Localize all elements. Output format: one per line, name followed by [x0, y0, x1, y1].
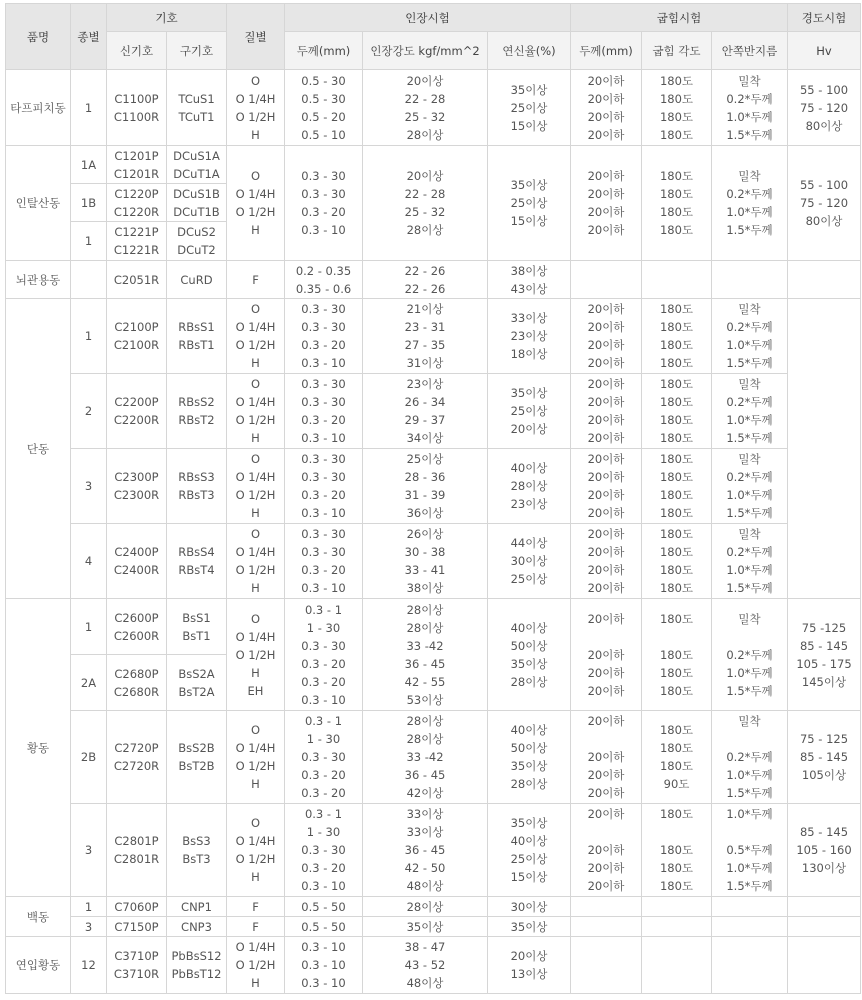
cell-temper: O 1/4H O 1/2H H — [227, 937, 285, 994]
header-product: 품명 — [6, 4, 71, 70]
header-bend-angle: 굽힘 각도 — [642, 32, 712, 70]
cell-grade: 1 — [71, 70, 107, 146]
cell-bend-thickness: 20이하 20이하 20이하 20이하 — [571, 70, 642, 146]
header-thickness: 두께(mm) — [285, 32, 363, 70]
cell-grade: 1 — [71, 222, 107, 261]
cell-tensile-strength: 21이상 23 - 31 27 - 35 31이상 — [363, 299, 488, 374]
cell-old-symbol: BsS3 BsT3 — [167, 804, 227, 897]
cell-elongation: 35이상 — [488, 917, 571, 937]
cell-hv — [788, 917, 861, 937]
cell-product: 단동 — [6, 299, 71, 599]
cell-grade — [71, 261, 107, 299]
header-hardness-test: 경도시험 — [788, 4, 861, 32]
cell-thickness: 0.3 - 30 0.3 - 30 0.3 - 20 0.3 - 10 — [285, 524, 363, 599]
header-inner-radius: 안쪽반지름 — [712, 32, 788, 70]
cell-inner-radius: 밀착 0.2*두께 1.0*두께 1.5*두께 — [712, 146, 788, 261]
cell-bend-thickness — [571, 261, 642, 299]
cell-inner-radius: 1.0*두께 0.5*두께 1.0*두께 1.5*두께 — [712, 804, 788, 897]
cell-product: 백동 — [6, 897, 71, 937]
cell-hv: 75 - 125 85 - 145 105이상 — [788, 711, 861, 804]
cell-bend-thickness — [571, 897, 642, 917]
cell-grade: 3 — [71, 917, 107, 937]
cell-grade: 2B — [71, 711, 107, 804]
cell-temper: O O 1/4H O 1/2H H — [227, 70, 285, 146]
cell-new-symbol: C2100P C2100R — [107, 299, 167, 374]
cell-hv — [788, 937, 861, 994]
cell-tensile-strength: 28이상 — [363, 897, 488, 917]
header-elongation: 연신율(%) — [488, 32, 571, 70]
cell-old-symbol: RBsS3 RBsT3 — [167, 449, 227, 524]
cell-inner-radius: 밀착 0.2*두께 1.0*두께 1.5*두께 — [712, 299, 788, 374]
cell-tensile-strength: 26이상 30 - 38 33 - 41 38이상 — [363, 524, 488, 599]
cell-bend-thickness: 20이하 20이하 20이하 20이하 — [571, 374, 642, 449]
cell-new-symbol: C2300P C2300R — [107, 449, 167, 524]
cell-hv: 55 - 100 75 - 120 80이상 — [788, 70, 861, 146]
cell-inner-radius — [712, 917, 788, 937]
cell-elongation: 38이상 43이상 — [488, 261, 571, 299]
cell-old-symbol: DCuS1B DCuT1B — [167, 184, 227, 222]
cell-thickness: 0.5 - 30 0.5 - 30 0.5 - 20 0.5 - 10 — [285, 70, 363, 146]
cell-bend-angle: 180도 180도 180도 180도 — [642, 449, 712, 524]
cell-temper: O O 1/4H O 1/2H H — [227, 711, 285, 804]
cell-tensile-strength: 23이상 26 - 34 29 - 37 34이상 — [363, 374, 488, 449]
cell-bend-thickness: 20이하 20이하 20이하 20이하 — [571, 146, 642, 261]
cell-elongation: 44이상 30이상 25이상 — [488, 524, 571, 599]
cell-new-symbol: C1221P C1221R — [107, 222, 167, 261]
cell-tensile-strength: 28이상 28이상 33 -42 36 - 45 42이상 — [363, 711, 488, 804]
cell-bend-thickness — [571, 917, 642, 937]
cell-inner-radius — [712, 897, 788, 917]
cell-grade: 3 — [71, 449, 107, 524]
cell-product: 인탈산동 — [6, 146, 71, 261]
cell-product: 연입황동 — [6, 937, 71, 994]
cell-new-symbol: C1201P C1201R — [107, 146, 167, 184]
cell-new-symbol: C2680P C2680R — [107, 655, 167, 711]
cell-bend-thickness — [571, 937, 642, 994]
cell-new-symbol: C2801P C2801R — [107, 804, 167, 897]
cell-thickness: 0.3 - 30 0.3 - 30 0.3 - 20 0.3 - 10 — [285, 299, 363, 374]
cell-old-symbol: PbBsS12 PbBsT12 — [167, 937, 227, 994]
cell-old-symbol: RBsS1 RBsT1 — [167, 299, 227, 374]
cell-bend-angle: 180도 180도 180도 180도 — [642, 374, 712, 449]
cell-bend-angle: 180도 180도 180도 180도 — [642, 804, 712, 897]
cell-tensile-strength: 35이상 — [363, 917, 488, 937]
header-temper: 질별 — [227, 4, 285, 70]
cell-product: 뇌관용동 — [6, 261, 71, 299]
cell-old-symbol: CuRD — [167, 261, 227, 299]
header-old-symbol: 구기호 — [167, 32, 227, 70]
cell-grade: 1B — [71, 184, 107, 222]
header-grade: 종별 — [71, 4, 107, 70]
cell-inner-radius: 밀착 0.2*두께 1.0*두께 1.5*두께 — [712, 449, 788, 524]
cell-old-symbol: TCuS1 TCuT1 — [167, 70, 227, 146]
cell-tensile-strength: 33이상 33이상 36 - 45 42 - 50 48이상 — [363, 804, 488, 897]
cell-temper: F — [227, 917, 285, 937]
cell-elongation: 40이상 50이상 35이상 28이상 — [488, 711, 571, 804]
cell-elongation: 35이상 25이상 20이상 — [488, 374, 571, 449]
cell-old-symbol: BsS2B BsT2B — [167, 711, 227, 804]
header-new-symbol: 신기호 — [107, 32, 167, 70]
cell-inner-radius — [712, 937, 788, 994]
cell-bend-thickness: 20이하 20이하 20이하 20이하 — [571, 599, 642, 711]
cell-old-symbol: DCuS1A DCuT1A — [167, 146, 227, 184]
cell-elongation: 35이상 25이상 15이상 — [488, 70, 571, 146]
cell-thickness: 0.3 - 30 0.3 - 30 0.3 - 20 0.3 - 10 — [285, 374, 363, 449]
cell-temper: O O 1/4H O 1/2H H — [227, 146, 285, 261]
cell-old-symbol: CNP3 — [167, 917, 227, 937]
cell-bend-angle: 180도 180도 180도 180도 — [642, 299, 712, 374]
header-tensile-strength: 인장강도 kgf/mm^2 — [363, 32, 488, 70]
cell-grade: 2A — [71, 655, 107, 711]
cell-hv — [788, 261, 861, 299]
cell-thickness: 0.3 - 1 1 - 30 0.3 - 30 0.3 - 20 0.3 - 20 — [285, 711, 363, 804]
cell-thickness: 0.3 - 10 0.3 - 10 0.3 - 10 — [285, 937, 363, 994]
cell-new-symbol: C2400P C2400R — [107, 524, 167, 599]
cell-old-symbol: BsS1 BsT1 — [167, 599, 227, 655]
cell-thickness: 0.5 - 50 — [285, 897, 363, 917]
cell-bend-angle: 180도 180도 180도 180도 — [642, 524, 712, 599]
cell-tensile-strength: 25이상 28 - 36 31 - 39 36이상 — [363, 449, 488, 524]
cell-bend-angle: 180도 180도 180도 90도 — [642, 711, 712, 804]
cell-temper: O O 1/4H O 1/2H H — [227, 374, 285, 449]
cell-bend-angle — [642, 261, 712, 299]
cell-elongation: 35이상 40이상 25이상 15이상 — [488, 804, 571, 897]
cell-grade: 1 — [71, 599, 107, 655]
cell-bend-angle — [642, 917, 712, 937]
cell-bend-thickness: 20이하 20이하 20이하 20이하 — [571, 524, 642, 599]
cell-inner-radius: 밀착 0.2*두께 1.0*두께 1.5*두께 — [712, 524, 788, 599]
cell-new-symbol: C1100P C1100R — [107, 70, 167, 146]
cell-bend-thickness: 20이하 20이하 20이하 20이하 — [571, 449, 642, 524]
cell-old-symbol: BsS2A BsT2A — [167, 655, 227, 711]
cell-product: 황동 — [6, 599, 71, 897]
cell-old-symbol: DCuS2 DCuT2 — [167, 222, 227, 261]
cell-temper: F — [227, 897, 285, 917]
cell-grade: 1 — [71, 897, 107, 917]
cell-new-symbol: C3710P C3710R — [107, 937, 167, 994]
cell-thickness: 0.3 - 30 0.3 - 30 0.3 - 20 0.3 - 10 — [285, 449, 363, 524]
cell-old-symbol: CNP1 — [167, 897, 227, 917]
cell-bend-angle: 180도 180도 180도 180도 — [642, 146, 712, 261]
cell-tensile-strength: 20이상 22 - 28 25 - 32 28이상 — [363, 70, 488, 146]
header-symbol: 기호 — [107, 4, 227, 32]
cell-bend-thickness: 20이하 20이하 20이하 20이하 — [571, 299, 642, 374]
cell-elongation: 30이상 — [488, 897, 571, 917]
cell-grade: 4 — [71, 524, 107, 599]
cell-thickness: 0.3 - 1 1 - 30 0.3 - 30 0.3 - 20 0.3 - 10 — [285, 804, 363, 897]
cell-new-symbol: C2200P C2200R — [107, 374, 167, 449]
cell-elongation: 40이상 28이상 23이상 — [488, 449, 571, 524]
cell-inner-radius: 밀착 0.2*두께 1.0*두께 1.5*두께 — [712, 711, 788, 804]
cell-inner-radius: 밀착 0.2*두께 1.0*두께 1.5*두께 — [712, 70, 788, 146]
cell-old-symbol: RBsS2 RBsT2 — [167, 374, 227, 449]
cell-tensile-strength: 38 - 47 43 - 52 48이상 — [363, 937, 488, 994]
cell-temper: O O 1/4H O 1/2H H — [227, 804, 285, 897]
cell-grade: 12 — [71, 937, 107, 994]
cell-hv: 85 - 145 105 - 160 130이상 — [788, 804, 861, 897]
cell-temper: O O 1/4H O 1/2H H — [227, 449, 285, 524]
cell-tensile-strength: 22 - 26 22 - 26 — [363, 261, 488, 299]
cell-bend-thickness: 20이하 20이하 20이하 20이하 — [571, 804, 642, 897]
cell-bend-angle: 180도 180도 180도 180도 — [642, 599, 712, 711]
cell-thickness: 0.3 - 30 0.3 - 30 0.3 - 20 0.3 - 10 — [285, 146, 363, 261]
cell-new-symbol: C7150P — [107, 917, 167, 937]
cell-tensile-strength: 20이상 22 - 28 25 - 32 28이상 — [363, 146, 488, 261]
cell-hv: 75 -125 85 - 145 105 - 175 145이상 — [788, 599, 861, 711]
cell-elongation: 20이상 13이상 — [488, 937, 571, 994]
cell-elongation: 33이상 23이상 18이상 — [488, 299, 571, 374]
cell-grade: 1A — [71, 146, 107, 184]
cell-bend-angle — [642, 937, 712, 994]
cell-inner-radius: 밀착 0.2*두께 1.0*두께 1.5*두께 — [712, 374, 788, 449]
cell-product: 타프피치동 — [6, 70, 71, 146]
cell-bend-angle: 180도 180도 180도 180도 — [642, 70, 712, 146]
cell-old-symbol: RBsS4 RBsT4 — [167, 524, 227, 599]
header-bend-test: 굽힘시험 — [571, 4, 788, 32]
cell-temper: F — [227, 261, 285, 299]
cell-thickness: 0.2 - 0.35 0.35 - 0.6 — [285, 261, 363, 299]
cell-grade: 2 — [71, 374, 107, 449]
cell-bend-angle — [642, 897, 712, 917]
cell-new-symbol: C7060P — [107, 897, 167, 917]
cell-inner-radius — [712, 261, 788, 299]
header-hv: Hv — [788, 32, 861, 70]
cell-temper: O O 1/4H O 1/2H H EH — [227, 599, 285, 711]
cell-new-symbol: C2720P C2720R — [107, 711, 167, 804]
header-bend-thickness: 두께(mm) — [571, 32, 642, 70]
cell-tensile-strength: 28이상 28이상 33 -42 36 - 45 42 - 55 53이상 — [363, 599, 488, 711]
header-tensile-test: 인장시험 — [285, 4, 571, 32]
cell-temper: O O 1/4H O 1/2H H — [227, 524, 285, 599]
cell-grade: 3 — [71, 804, 107, 897]
cell-hv — [788, 897, 861, 917]
cell-hv: 55 - 100 75 - 120 80이상 — [788, 146, 861, 261]
cell-temper: O O 1/4H O 1/2H H — [227, 299, 285, 374]
cell-new-symbol: C2051R — [107, 261, 167, 299]
cell-hv — [788, 299, 861, 599]
cell-new-symbol: C2600P C2600R — [107, 599, 167, 655]
cell-inner-radius: 밀착 0.2*두께 1.0*두께 1.5*두께 — [712, 599, 788, 711]
cell-grade: 1 — [71, 299, 107, 374]
cell-new-symbol: C1220P C1220R — [107, 184, 167, 222]
cell-elongation: 40이상 50이상 35이상 28이상 — [488, 599, 571, 711]
cell-bend-thickness: 20이하 20이하 20이하 20이하 — [571, 711, 642, 804]
spec-table — [5, 3, 861, 994]
cell-thickness: 0.5 - 50 — [285, 917, 363, 937]
cell-thickness: 0.3 - 1 1 - 30 0.3 - 30 0.3 - 20 0.3 - 20 0.3 - 10 — [285, 599, 363, 711]
cell-elongation: 35이상 25이상 15이상 — [488, 146, 571, 261]
